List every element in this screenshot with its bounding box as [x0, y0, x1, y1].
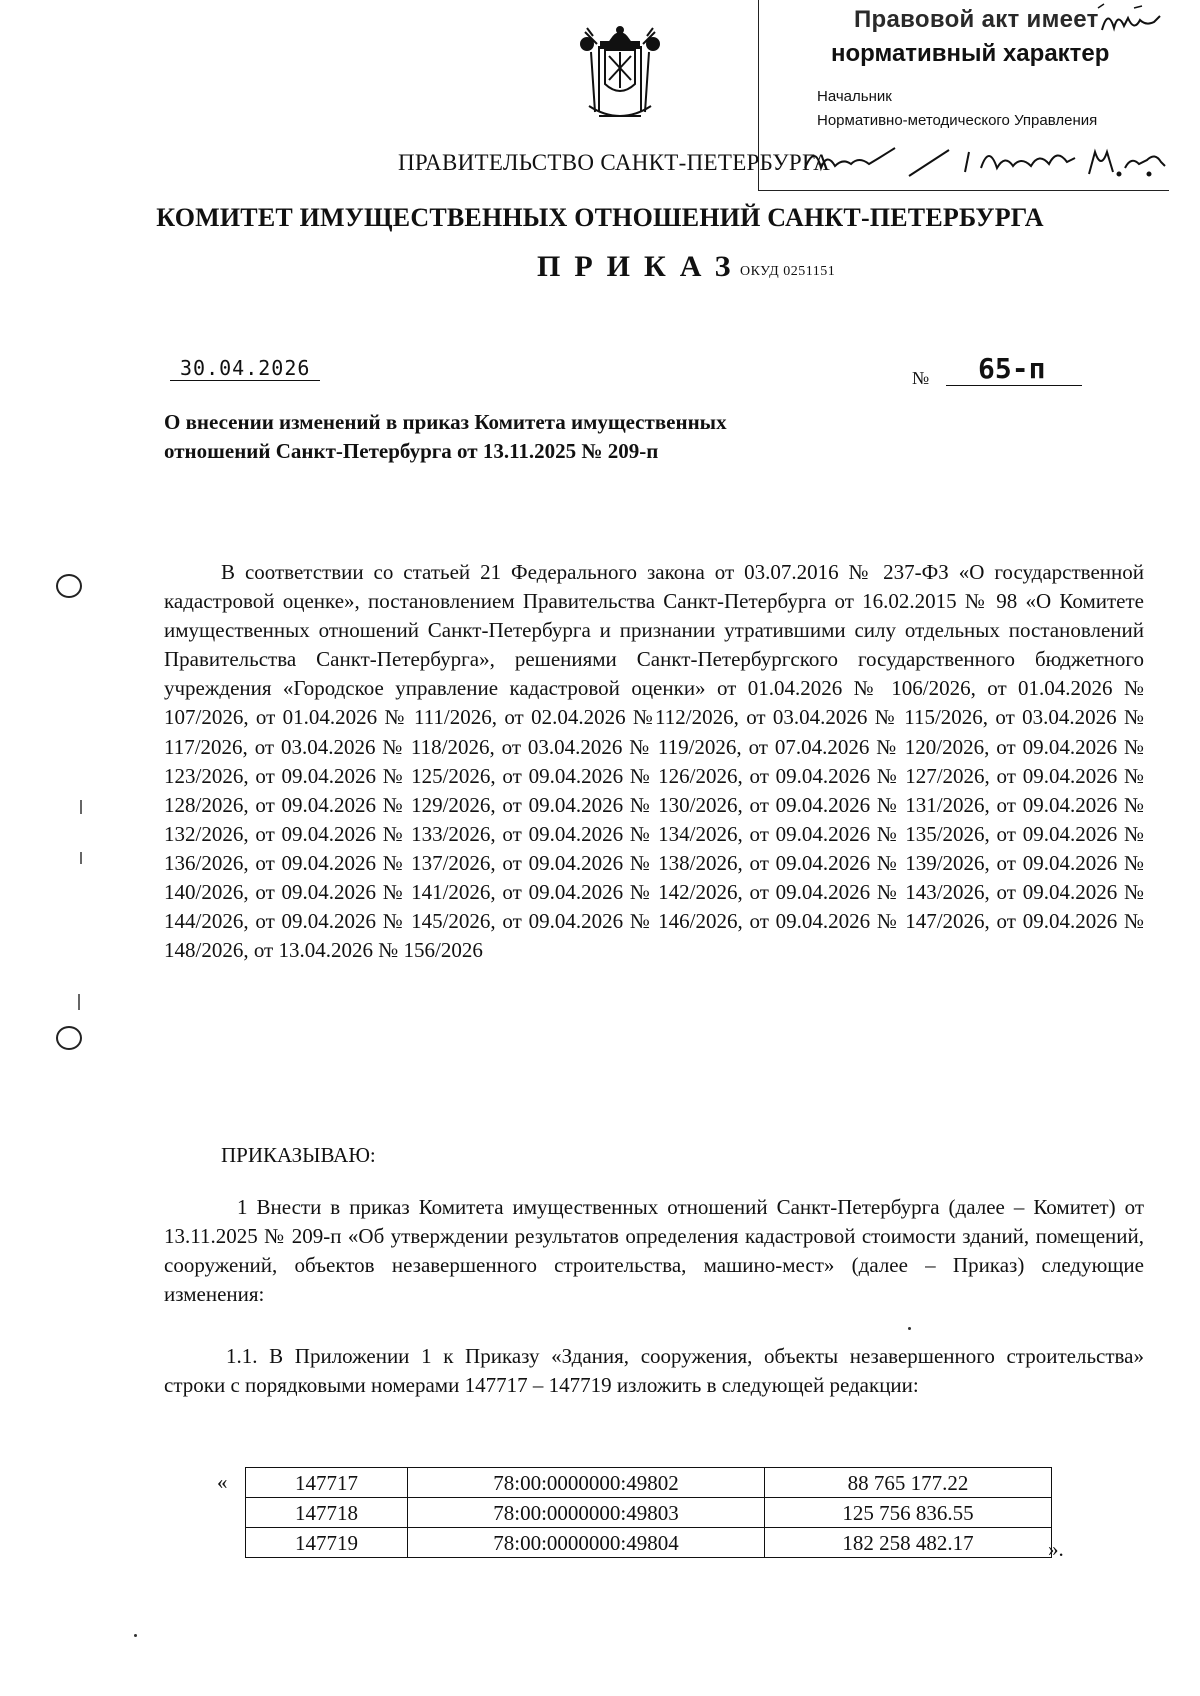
stamp-line-3: Начальник	[817, 88, 892, 105]
order-number: 65-п	[946, 352, 1082, 386]
stamp-line-2: нормативный характер	[831, 40, 1110, 67]
scan-mark	[78, 994, 80, 1010]
okud-code: ОКУД 0251151	[740, 264, 836, 279]
cadastral-value-cell: 125 756 836.55	[765, 1498, 1052, 1528]
row-number-cell: 147717	[246, 1468, 408, 1498]
row-number-cell: 147719	[246, 1528, 408, 1558]
order-title: ПРИКАЗ	[537, 250, 745, 283]
government-heading: ПРАВИТЕЛЬСТВО САНКТ-ПЕТЕРБУРГА	[397, 150, 831, 175]
table-row	[246, 1498, 1052, 1528]
order-subject: О внесении изменений в приказ Комитета имущественных отношений Санкт-Петербурга от 13.11.2025 № 209-п	[164, 410, 727, 463]
cadastral-value-cell: 182 258 482.17	[765, 1528, 1052, 1558]
coat-of-arms-emblem	[575, 22, 665, 127]
scan-mark	[80, 852, 82, 864]
row-number-cell: 147718	[246, 1498, 408, 1528]
cadastral-number-cell: 78:00:0000000:49802	[408, 1468, 765, 1498]
order-date: 30.04.2026	[170, 356, 320, 381]
scan-speck	[908, 1327, 911, 1330]
stamp-initials-signature	[1094, 2, 1164, 42]
number-sign: №	[912, 368, 930, 388]
table-row	[246, 1468, 1052, 1498]
punch-hole-mark	[56, 1026, 82, 1050]
clause-1-paragraph: 1 Внести в приказ Комитета имущественных отношений Санкт-Петербурга (далее – Комитет) от 13.11.2025 № 209-п «Об утверждении результатов определения кадастровой стоимости зданий, помещений, сооружений, объектов незавершенного строительства, машино-мест» (далее – Приказ) следующие изменения:	[164, 1195, 1144, 1307]
stamp-line-4: Нормативно-методического Управления	[817, 112, 1098, 129]
committee-heading: КОМИТЕТ ИМУЩЕСТВЕННЫХ ОТНОШЕНИЙ САНКТ-ПЕТЕРБУРГА	[156, 203, 1044, 232]
scan-mark	[80, 800, 82, 814]
stamp-line-1: Правовой акт имеет	[854, 6, 1099, 33]
table-close-quote: ».	[1048, 1537, 1064, 1561]
orders-heading: ПРИКАЗЫВАЮ:	[221, 1143, 376, 1167]
cadastral-value-table	[245, 1467, 1052, 1558]
cadastral-number-cell: 78:00:0000000:49804	[408, 1528, 765, 1558]
preamble-paragraph: В соответствии со статьей 21 Федерального закона от 03.07.2016 № 237-ФЗ «О государственной кадастровой оценке», постановлением Правительства Санкт-Петербурга от 16.02.2015 № 98 «О Комитете имущественных отношений Санкт-Петербурга и признании утратившими силу отдельных постановлений Правительства Санкт-Петербурга», решениями Санкт-Петербургского государственного бюджетного учреждения «Городское управление кадастровой оценки» от 01.04.2026 № 106/2026, от 01.04.2026 № 107/2026, от 01.04.2026 № 111/2026, от 02.04.2026 №112/2026, от 03.04.2026 № 115/2026, от 03.04.2026 № 117/2026, от 03.04.2026 № 118/2026, от 03.04.2026 № 119/2026, от 07.04.2026 № 120/2026, от 09.04.2026 № 123/2026, от 09.04.2026 № 125/2026, от 09.04.2026 № 126/2026, от 09.04.2026 № 127/2026, от 09.04.2026 № 128/2026, от 09.04.2026 № 129/2026, от 09.04.2026 № 130/2026, от 09.04.2026 № 131/2026, от 09.04.2026 № 132/2026, от 09.04.2026 № 133/2026, от 09.04.2026 № 134/2026, от 09.04.2026 № 135/2026, от 09.04.2026 № 136/2026, от 09.04.2026 № 137/2026, от 09.04.2026 № 138/2026, от 09.04.2026 № 139/2026, от 09.04.2026 № 140/2026, от 09.04.2026 № 141/2026, от 09.04.2026 № 142/2026, от 09.04.2026 № 143/2026, от 09.04.2026 № 144/2026, от 09.04.2026 № 145/2026, от 09.04.2026 № 146/2026, от 09.04.2026 № 147/2026, от 09.04.2026 № 148/2026, от 13.04.2026 № 156/2026	[164, 560, 1144, 963]
table-open-quote: «	[217, 1470, 228, 1494]
cadastral-number-cell: 78:00:0000000:49803	[408, 1498, 765, 1528]
punch-hole-mark	[56, 574, 82, 598]
scan-speck	[134, 1634, 137, 1637]
cadastral-value-cell: 88 765 177.22	[765, 1468, 1052, 1498]
table-row	[246, 1528, 1052, 1558]
clause-1-1-paragraph: 1.1. В Приложении 1 к Приказу «Здания, сооружения, объекты незавершенного строительства» строки с порядковыми номерами 147717 – 147719 изложить в следующей редакции:	[164, 1344, 1144, 1398]
